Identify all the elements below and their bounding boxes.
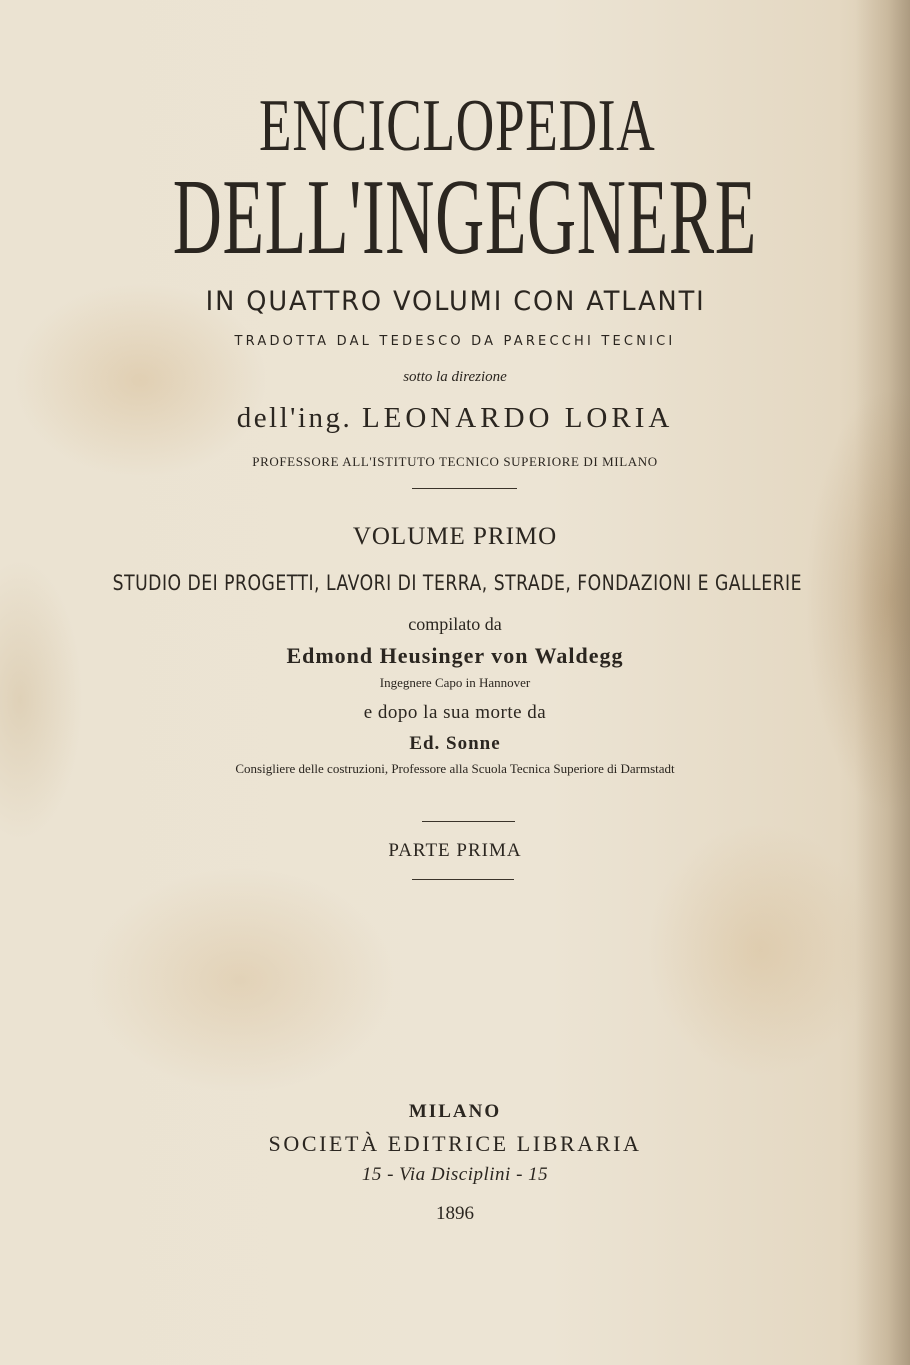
volume-label: VOLUME PRIMO: [352, 523, 558, 550]
translation-note: TRADOTTA DAL TEDESCO DA PARECCHI TECNICI: [234, 334, 676, 349]
publication-year: 1896: [436, 1203, 474, 1224]
title-line-2: DELL'INGEGNERE: [172, 158, 757, 277]
publisher-name: SOCIETÀ EDITRICE LIBRARIA: [268, 1131, 642, 1156]
compiler-role: Ingegnere Capo in Hannover: [379, 675, 531, 690]
second-compiler-name: Ed. Sonne: [409, 733, 501, 754]
second-compiler-role: Consigliere delle costruzioni, Professore alla Scuola Tecnica Superiore di Darmstadt: [235, 761, 675, 776]
divider-rule: [412, 488, 517, 489]
director-title: PROFESSORE ALL'ISTITUTO TECNICO SUPERIORE DI MILANO: [252, 454, 658, 469]
director-prefix: dell'ing.: [236, 402, 353, 434]
director-line: [0, 400, 910, 436]
compiled-by-intro: compilato da: [408, 614, 502, 634]
after-death-intro: e dopo la sua morte da: [363, 702, 547, 723]
divider-rule: [422, 821, 515, 822]
volume-subject: STUDIO DEI PROGETTI, LAVORI DI TERRA, STRADE, FONDAZIONI E GALLERIE: [112, 571, 803, 595]
divider-rule: [412, 879, 514, 880]
subtitle: IN QUATTRO VOLUMI CON ATLANTI: [205, 286, 706, 317]
title-line-1: ENCICLOPEDIA: [259, 85, 656, 167]
publisher-address: 15 - Via Disciplini - 15: [361, 1164, 549, 1185]
compiler-name: Edmond Heusinger von Waldegg: [286, 643, 624, 668]
direction-intro: sotto la direzione: [403, 369, 507, 385]
publisher-city: MILANO: [408, 1101, 502, 1122]
director-name: LEONARDO LORIA: [361, 402, 674, 434]
part-label: PARTE PRIMA: [388, 840, 522, 861]
